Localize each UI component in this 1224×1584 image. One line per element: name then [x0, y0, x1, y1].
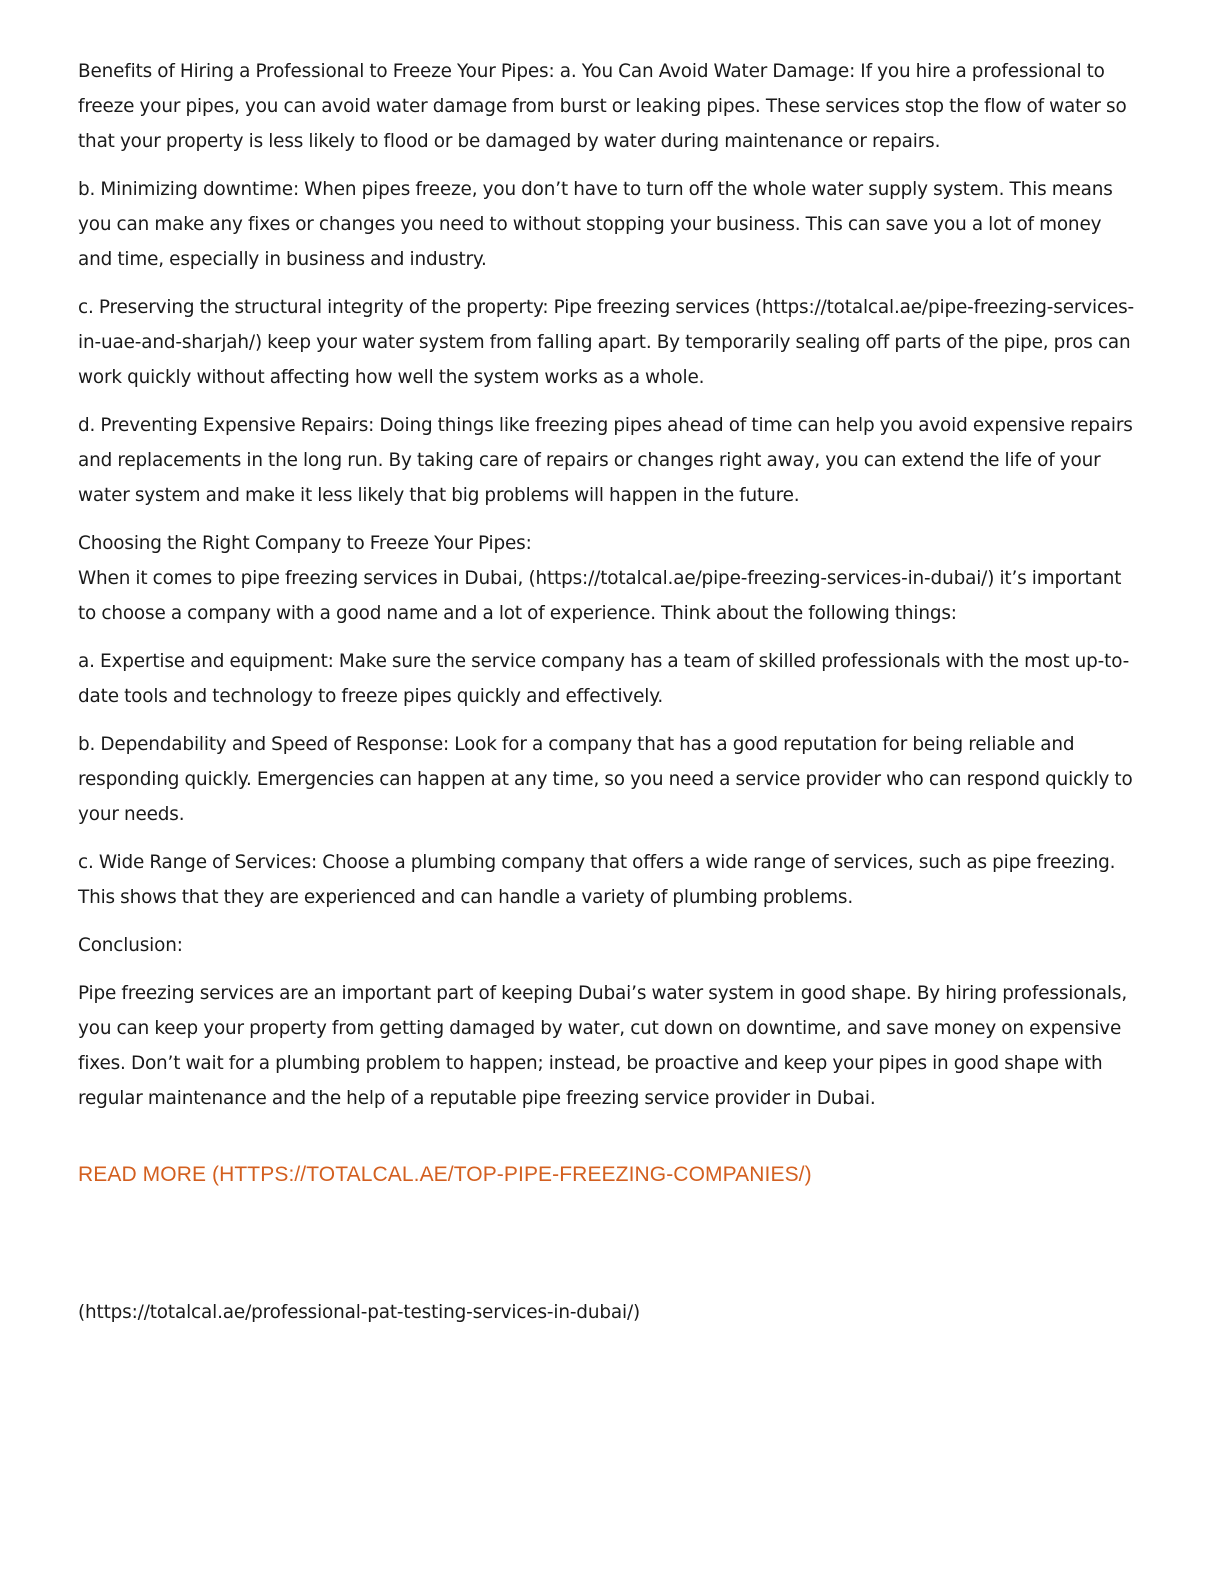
paragraph-benefits-d: d. Preventing Expensive Repairs: Doing things like freezing pipes ahead of time can help you avoid expensive repairs and replacements in the long run. By taking care of repairs or changes right away, you can extend the life of your water system and make it less likely that big problems will happen in the future.: [78, 415, 1133, 506]
paragraph-choosing-intro: When it comes to pipe freezing services in Dubai, (https://totalcal.ae/pipe-freezing-services-in-dubai/) it’s important to choose a company with a good name and a lot of experience. Think about the following things:: [78, 568, 1122, 624]
paragraph-choosing-b: b. Dependability and Speed of Response: Look for a company that has a good reputation for being reliable and responding quickly. Emergencies can happen at any time, so you need a service provider who can respond quickly to your needs.: [78, 734, 1133, 825]
section-heading-choosing: Choosing the Right Company to Freeze Your Pipes:: [78, 533, 532, 554]
paragraph-conclusion: Pipe freezing services are an important part of keeping Dubai’s water system in good shape. By hiring professionals, you can keep your property from getting damaged by water, cut down on downtime, and save money on expensive fixes. Don’t wait for a plumbing problem to happen; instead, be proactive and keep your pipes in good shape with regular maintenance and the help of a reputable pipe freezing service provider in Dubai.: [78, 983, 1128, 1109]
read-more-link[interactable]: READ MORE (HTTPS://TOTALCAL.AE/TOP-PIPE-FREEZING-COMPANIES/): [78, 1163, 812, 1186]
pat-testing-link[interactable]: (https://totalcal.ae/professional-pat-testing-services-in-dubai/): [78, 1302, 641, 1323]
section-heading-conclusion: Conclusion:: [78, 935, 183, 956]
paragraph-choosing-c: c. Wide Range of Services: Choose a plumbing company that offers a wide range of services, such as pipe freezing. This shows that they are experienced and can handle a variety of plumbing problems.: [78, 852, 1116, 908]
paragraph-choosing-a: a. Expertise and equipment: Make sure the service company has a team of skilled professionals with the most up-to-date tools and technology to freeze pipes quickly and effectively.: [78, 651, 1130, 707]
article-body: [78, 54, 1138, 1328]
paragraph-benefits-a: Benefits of Hiring a Professional to Freeze Your Pipes: a. You Can Avoid Water Damage: If you hire a professional to freeze your pipes, you can avoid water damage from burst or leaking pipes. These services stop the flow of water so that your property is less likely to flood or be damaged by water during maintenance or repairs.: [78, 61, 1127, 152]
paragraph-benefits-b: b. Minimizing downtime: When pipes freeze, you don’t have to turn off the whole water supply system. This means you can make any fixes or changes you need to without stopping your business. This can save you a lot of money and time, especially in business and industry.: [78, 179, 1113, 270]
paragraph-benefits-c: c. Preserving the structural integrity of the property: Pipe freezing services (https://totalcal.ae/pipe-freezing-services-in-uae-and-sharjah/) keep your water system from falling apart. By temporarily sealing off parts of the pipe, pros can work quickly without affecting how well the system works as a whole.: [78, 297, 1135, 388]
